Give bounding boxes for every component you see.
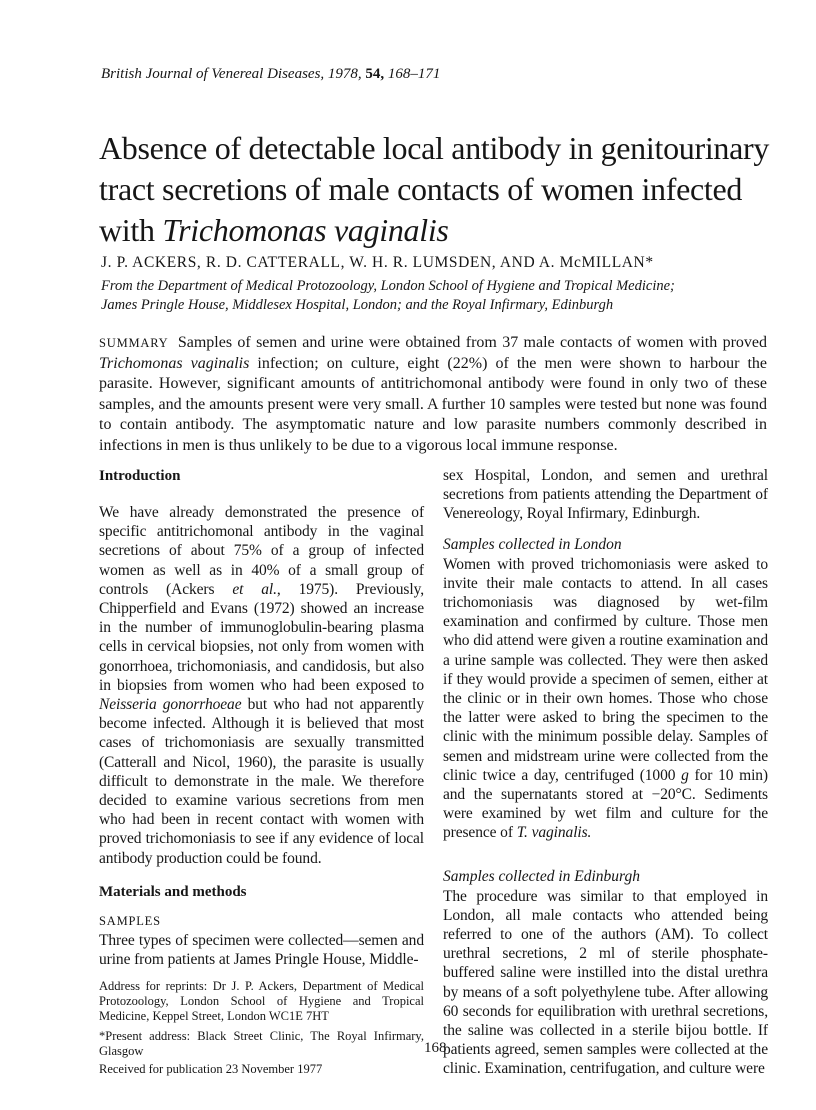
london-text-a: Women with proved trichomoniasis were asked to invite their male contacts to attend. In all cases trichomoniasis was diagnosed by wet-film examination and confirmed by culture. Those men who did attend were given a routine examination and a urine sample was collected. They were then asked if they would provide a specimen of semen, either at the clinic or in their own homes. Those who chose the latter were asked to bring the specimen to the clinic with the minimum possible delay. Samples of semen and midstream urine were collected from the clinic twice a day, centrifuged (1000 xyxy=(443,555,768,784)
introduction-paragraph xyxy=(99,503,424,868)
page-number: 168 xyxy=(424,1040,447,1056)
journal-citation xyxy=(101,66,741,83)
london-heading: Samples collected in London xyxy=(443,535,622,553)
journal-name: British Journal of Venereal Diseases, xyxy=(101,66,325,82)
samples-heading: SAMPLES xyxy=(99,913,161,928)
affiliation-line-2: James Pringle House, Middlesex Hospital, London; and the Royal Infirmary, Edinburgh xyxy=(101,297,614,313)
summary-text-b: infection; on culture, eight (22%) of the men were shown to harbour the parasite. However, significant amounts of antitrichomonal antibody were found in only two of these samples, and the amounts present were very small. A further 10 samples were tested but none was found to contain antibody. The asymptomatic nature and low parasite numbers commonly described in infections in men is thus unlikely to be due to a vigorous local immune response. xyxy=(99,354,768,454)
reprints-footnote: Address for reprints: Dr J. P. Ackers, Department of Medical Protozoology, London School of Hygiene and Tropical Medicine, Keppel Street, London WC1E 7HT xyxy=(99,979,424,1024)
london-paragraph xyxy=(443,555,768,843)
edinburgh-heading: Samples collected in Edinburgh xyxy=(443,867,641,885)
intro-etal: et al. xyxy=(232,580,277,598)
intro-text-c: but who had not apparently become infected. Although it is believed that most cases of trichomoniasis are sexually transmitted (Catterall and Nicol, 1960), the parasite is usually difficult to demonstrate in the male. We therefore decided to examine various secretions from men who had been in recent contact with women with proved trichomoniasis to see if any evidence of local antibody production could be found. xyxy=(99,696,425,867)
affiliation-line-1: From the Department of Medical Protozoology, London School of Hygiene and Tropical Medicine; xyxy=(101,278,675,294)
present-address-footnote: *Present address: Black Street Clinic, The Royal Infirmary, Glasgow xyxy=(99,1029,424,1059)
title-main: Absence of detectable local antibody in genitourinary tract secretions of male contacts of women infected with xyxy=(99,130,770,248)
edinburgh-paragraph: The procedure was similar to that employed in London, all male contacts who attended being referred to one of the authors (AM). To collect urethral secretions, 2 ml of sterile phosphate-buffered saline were instilled into the distal urethra by means of a soft polyethylene tube. After allowing 60 seconds for equilibration with urethral secretions, the saline was collected in a sterile bijou bottle. If patients agreed, semen samples were collected at the clinic. Examination, centrifugation, and culture were xyxy=(443,887,768,1078)
affiliation xyxy=(101,277,781,315)
methods-heading: Materials and methods xyxy=(99,883,247,900)
samples-continued: sex Hospital, London, and semen and urethral secretions from patients attending the Department of Venereology, Royal Infirmary, Edinburgh. xyxy=(443,467,768,523)
title-organism: Trichomonas vaginalis xyxy=(162,212,449,248)
samples-paragraph: Three types of specimen were collected—semen and urine from patients at James Pringle House, Middle- xyxy=(99,931,424,969)
summary-label: SUMMARY xyxy=(99,336,169,350)
journal-volume: 54, xyxy=(365,66,385,82)
article-title xyxy=(99,128,779,251)
summary-text-a: Samples of semen and urine were obtained from 37 male contacts of women with proved xyxy=(177,334,768,351)
london-organism: T. vaginalis. xyxy=(516,824,592,842)
received-footnote: Received for publication 23 November 1977 xyxy=(99,1062,323,1077)
summary-organism: Trichomonas vaginalis xyxy=(99,354,250,372)
journal-year: 1978, xyxy=(327,66,362,82)
london-g-unit: g xyxy=(681,766,689,784)
journal-pages: 168–171 xyxy=(387,66,441,82)
intro-neisseria: Neisseria gonorrhoeae xyxy=(99,696,242,714)
london-text-b: for 10 min) and the supernatants stored at −20°C. Sediments were examined by wet film and culture for the presence of xyxy=(443,766,768,842)
introduction-heading: Introduction xyxy=(99,468,181,484)
summary xyxy=(99,333,767,457)
author-list: J. P. ACKERS, R. D. CATTERALL, W. H. R. LUMSDEN, AND A. McMILLAN* xyxy=(101,254,654,271)
intro-text-a: We have already demonstrated the presence of specific antitrichomonal antibody in the vaginal secretions of about 75% of a group of infected women as well as in 40% of a small group of controls (Ackers xyxy=(99,504,424,598)
left-column xyxy=(99,466,424,1077)
intro-text-b: , 1975). Previously, Chipperfield and Evans (1972) showed an increase in the number of immunoglobulin-bearing plasma cells in cervical biopsies, not only from women with gonorrhoea, trichomoniasis, and candidosis, but also in biopsies from women who had been exposed to xyxy=(99,580,424,694)
footnotes xyxy=(99,979,424,1077)
right-column xyxy=(443,466,768,1079)
